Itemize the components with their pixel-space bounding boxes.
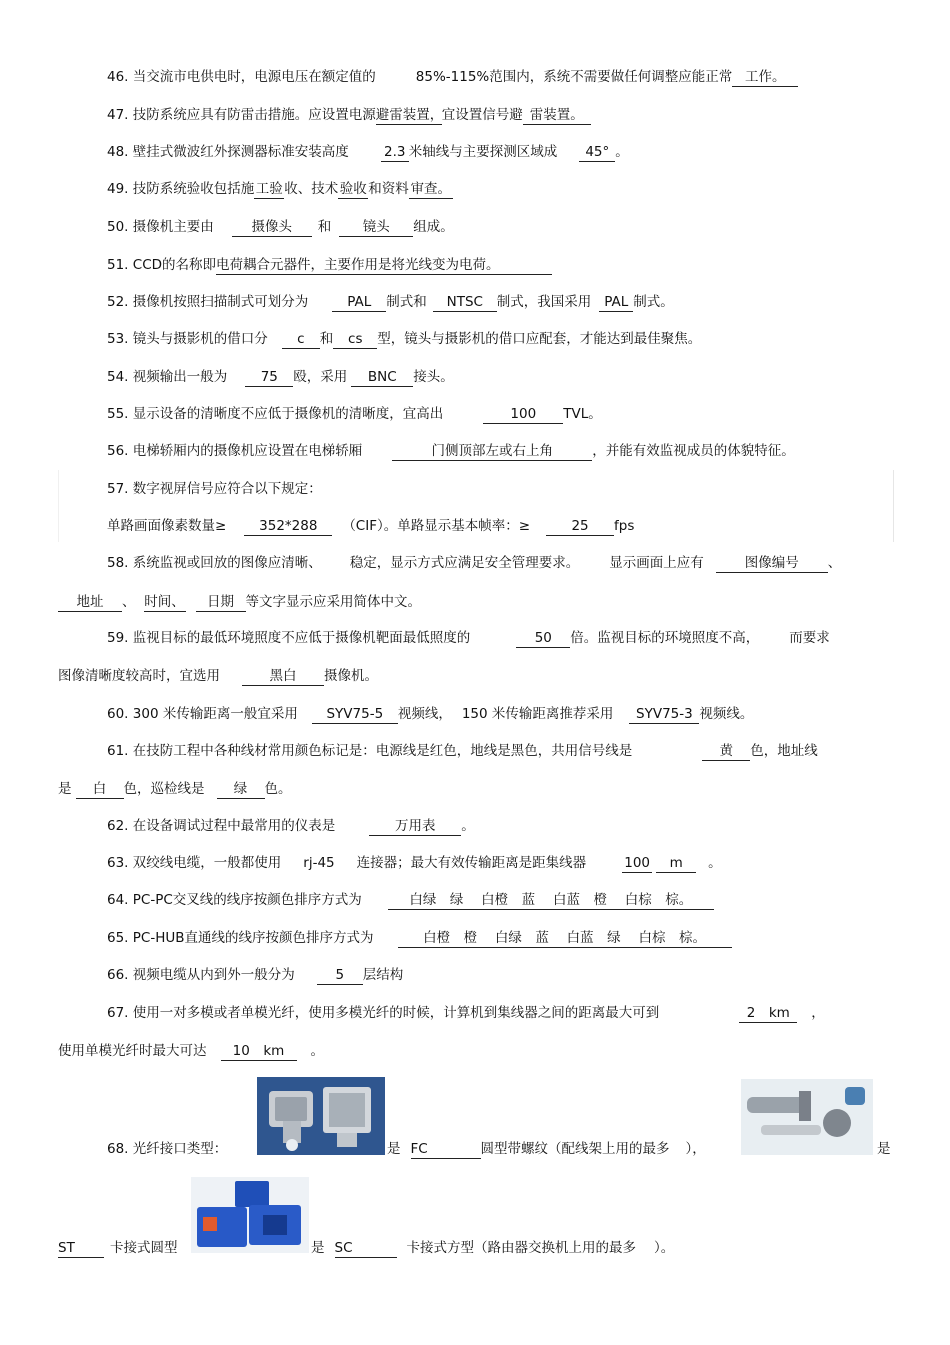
- sc-connector-photo: [191, 1177, 309, 1253]
- q-answer: 白绿 绿 白橙 蓝 白蓝 橙 白棕 棕。: [388, 892, 714, 910]
- q-answer: 门侧顶部左或右上角: [392, 443, 592, 461]
- q-answer: 电荷耦合元器件，主要作用是将光线变为电荷。: [216, 257, 552, 275]
- q-answer: c: [282, 331, 320, 349]
- fc-connector-photo: [257, 1077, 385, 1155]
- q-text: （CIF）。单路显示基本帧率：≥: [342, 518, 531, 534]
- q-num: 49.: [107, 181, 129, 197]
- q-text: 镜头与摄影机的借口分: [132, 331, 268, 347]
- q-text: 摄像机主要由: [132, 219, 214, 235]
- q-num: 60.: [107, 706, 129, 722]
- q-num: 61.: [107, 743, 129, 759]
- q-text: 视频线。: [699, 706, 754, 722]
- q-text: CCD的名称即: [132, 257, 217, 273]
- q-answer: 2.3: [381, 144, 409, 162]
- q-answer: 75: [245, 369, 293, 387]
- question-61-line2: [58, 779, 292, 799]
- q-num: 67.: [107, 1005, 129, 1021]
- q-text: PC-HUB直通线的线序按颜色排序方式为: [132, 930, 374, 946]
- q-text: ）。: [654, 1240, 675, 1256]
- q-text: 色，地址线: [750, 743, 818, 759]
- q-answer: 白: [76, 781, 124, 799]
- q-text: 摄像机按照扫描制式可划分为: [132, 294, 309, 310]
- question-50: [107, 217, 454, 237]
- q-text: 圆型带螺纹（配线架上用的最多: [480, 1141, 670, 1157]
- q-text: 300 米传输距离一般宜采用: [132, 706, 298, 722]
- q-answer: BNC: [351, 369, 413, 387]
- q-text: 和资料: [368, 181, 409, 197]
- question-57-line2: [107, 516, 634, 536]
- question-61: [107, 741, 818, 761]
- q-answer: rj-45: [303, 855, 335, 871]
- q-answer: SYV75-5: [312, 706, 398, 724]
- question-58: [107, 553, 841, 573]
- question-63: [107, 853, 722, 873]
- q-text: 在设备调试过程中最常用的仪表是: [132, 818, 336, 834]
- q-text: 。: [310, 1043, 324, 1059]
- question-66: [107, 965, 403, 985]
- q-answer: 验收: [339, 181, 367, 197]
- q-num: 48.: [107, 144, 129, 160]
- q-text: 等文字显示应采用简体中文。: [245, 594, 421, 610]
- q-text: 在技防工程中各种线材常用颜色标记是：电源线是红色，地线是黑色，共用信号线是: [132, 743, 633, 759]
- q-text: 组成。: [413, 219, 454, 235]
- q-text: 型，镜头与摄影机的借口应配套，才能达到最佳聚焦。: [377, 331, 702, 347]
- q-text: 光纤接口类型：: [132, 1141, 228, 1157]
- q-answer: 50: [516, 630, 570, 648]
- question-55: [107, 404, 602, 424]
- q-answer: 白橙 橙 白绿 蓝 白蓝 绿 白棕 棕。: [398, 930, 732, 948]
- q-answer: 工作。: [732, 69, 798, 87]
- q-answer: 100: [622, 855, 652, 873]
- q-text: 系统监视或回放的图像应清晰、: [132, 555, 322, 571]
- q-text: 卡接式圆型: [110, 1240, 178, 1256]
- q-num: 53.: [107, 331, 129, 347]
- q-text: 、: [122, 594, 136, 610]
- q-answer: 2 km: [739, 1005, 797, 1023]
- q-answer: FC: [411, 1141, 481, 1159]
- q-text: 图像清晰度较高时，宜选用: [58, 668, 220, 684]
- q-answer: 工验: [255, 181, 283, 197]
- q-answer: 黑白: [242, 668, 324, 686]
- q-answer: 万用表: [369, 818, 461, 836]
- question-68-sc: [311, 1238, 674, 1258]
- q-answer: 5: [317, 967, 363, 985]
- q-num: 63.: [107, 855, 129, 871]
- q-num: 46.: [107, 69, 129, 85]
- q-text: 视频电缆从内到外一般分为: [132, 967, 295, 983]
- question-48: [107, 142, 629, 162]
- q-text: 视频输出一般为: [132, 369, 228, 385]
- q-text: 、: [827, 555, 842, 571]
- q-text: 是: [387, 1141, 401, 1157]
- q-text: 制式，我国采用: [496, 294, 592, 310]
- q-text: 当交流市电供电时，电源电压在额定值的: [132, 69, 376, 85]
- question-46: [107, 67, 798, 87]
- q-text: fps: [614, 518, 635, 534]
- q-answer: 镜头: [339, 219, 413, 237]
- q-text: 。: [708, 855, 722, 871]
- question-47: [107, 105, 591, 125]
- q-text: 数字视屏信号应符合以下规定：: [132, 481, 322, 497]
- question-57: [107, 479, 322, 499]
- q-num: 64.: [107, 892, 129, 908]
- question-67-line2: [58, 1041, 324, 1061]
- q-answer: SYV75-3: [629, 706, 699, 724]
- q-text: 和: [319, 331, 334, 347]
- q-text: 是: [311, 1240, 325, 1256]
- question-68-st-prefix: [877, 1139, 891, 1159]
- question-60: [107, 704, 753, 724]
- q-num: 51.: [107, 257, 129, 273]
- question-52: [107, 292, 674, 312]
- question-58-line2: [58, 592, 421, 612]
- q-answer: 审查。: [410, 181, 452, 197]
- question-64: [107, 890, 714, 910]
- q-answer: 85%-115%: [415, 69, 490, 85]
- q-answer: 地址: [58, 594, 122, 612]
- q-num: 59.: [107, 630, 129, 646]
- q-text: 壁挂式微波红外探测器标准安装高度: [132, 144, 349, 160]
- q-text: 色。: [264, 781, 292, 797]
- q-answer: 时间、: [144, 594, 185, 610]
- q-text: 双绞线电缆，一般都使用: [132, 855, 282, 871]
- question-51: [107, 255, 552, 275]
- q-text: 150 米传输距离推荐采用: [461, 706, 614, 722]
- q-text: 稳定，显示方式应满足安全管理要求。: [349, 555, 580, 571]
- q-text: 接头。: [413, 369, 454, 385]
- question-67: [107, 1003, 825, 1023]
- question-62: [107, 816, 475, 836]
- question-49: [107, 179, 453, 199]
- q-num: 54.: [107, 369, 129, 385]
- q-text: 使用一对多模或者单模光纤，使用多模光纤的时候，计算机到集线器之间的距离最大可到: [132, 1005, 660, 1021]
- q-num: 55.: [107, 406, 129, 422]
- q-text: ，: [811, 1005, 825, 1021]
- q-answer: 图像编号: [716, 555, 828, 573]
- q-answer: SC: [335, 1240, 397, 1258]
- q-text: 视频线，: [397, 706, 452, 722]
- q-text: 使用单模光纤时最大可达: [58, 1043, 207, 1059]
- q-text: 卡接式方型（路由器交换机上用的最多: [406, 1240, 636, 1256]
- q-text: 是: [877, 1141, 891, 1157]
- q-answer: NTSC: [433, 294, 497, 312]
- q-answer: 摄像头: [232, 219, 312, 237]
- q-text: 连接器；最大有效传输距离是距集线器: [356, 855, 587, 871]
- question-59: [107, 628, 830, 648]
- q-text: 范围内，系统不需要做任何调整应能正常: [489, 69, 733, 85]
- q-text: 单路画面像素数量≥: [107, 518, 227, 534]
- question-59-line2: [58, 666, 378, 686]
- q-answer: 绿: [217, 781, 265, 799]
- q-answer: PAL: [332, 294, 386, 312]
- q-text: 宜设置信号避: [441, 107, 523, 123]
- question-68-fc: [387, 1139, 706, 1159]
- q-num: 68.: [107, 1141, 129, 1157]
- q-answer: PAL: [599, 294, 633, 312]
- q-text: 而要求: [789, 630, 830, 646]
- q-num: 62.: [107, 818, 129, 834]
- q-num: 65.: [107, 930, 129, 946]
- q-text: 米轴线与主要探测区域成: [408, 144, 558, 160]
- q-num: 47.: [107, 107, 129, 123]
- question-53: [107, 329, 701, 349]
- q-text: 制式和: [386, 294, 427, 310]
- q-text: 。: [615, 144, 629, 160]
- q-text: ，并能有效监视成员的体貌特征。: [592, 443, 795, 459]
- q-text: 。: [461, 818, 475, 834]
- q-answer: m: [656, 855, 696, 873]
- q-text: 殴，采用: [293, 369, 348, 385]
- q-text: 显示设备的清晰度不应低于摄像机的清晰度，宜高出: [132, 406, 444, 422]
- q-answer: ST: [58, 1240, 104, 1258]
- q-text: 技防系统验收包括施: [132, 181, 255, 197]
- q-text: 制式。: [633, 294, 674, 310]
- q-answer: 黄: [702, 743, 750, 761]
- q-num: 50.: [107, 219, 129, 235]
- q-text: 电梯轿厢内的摄像机应设置在电梯轿厢: [132, 443, 363, 459]
- q-num: 52.: [107, 294, 129, 310]
- q-text: 和: [317, 219, 332, 235]
- st-connector-photo: [741, 1079, 873, 1155]
- q-text: 收、技术: [284, 181, 339, 197]
- question-54: [107, 367, 454, 387]
- q-answer: 避雷装置，: [375, 107, 444, 123]
- question-68: [107, 1139, 227, 1159]
- q-answer: 日期: [196, 594, 246, 612]
- q-text: PC-PC交叉线的线序按颜色排序方式为: [132, 892, 362, 908]
- question-56: [107, 441, 795, 461]
- q-answer: 352*288: [244, 518, 332, 536]
- q-num: 58.: [107, 555, 129, 571]
- q-num: 57.: [107, 481, 129, 497]
- q-answer: 100: [483, 406, 563, 424]
- q-num: 56.: [107, 443, 129, 459]
- q-text: 显示画面上应有: [609, 555, 704, 571]
- q-num: 66.: [107, 967, 129, 983]
- q-answer: 10 km: [221, 1043, 297, 1061]
- q-answer: 25: [546, 518, 614, 536]
- q-answer: 45°: [579, 144, 615, 162]
- q-answer: 雷装置。: [523, 107, 591, 125]
- q-text: 倍。监视目标的环境照度不高，: [570, 630, 760, 646]
- question-65: [107, 928, 732, 948]
- q-text: 层结构: [362, 967, 404, 983]
- q-text: 色，巡检线是: [123, 781, 205, 797]
- q-text: TVL。: [563, 406, 602, 422]
- q-answer: cs: [333, 331, 377, 349]
- q-text: 技防系统应具有防雷击措施。应设置电源: [132, 107, 376, 123]
- q-text: ），: [685, 1141, 706, 1157]
- q-text: 摄像机。: [324, 668, 378, 684]
- question-68-st: [58, 1238, 178, 1258]
- q-text: 是: [58, 781, 72, 797]
- q-text: 监视目标的最低环境照度不应低于摄像机靶面最低照度的: [132, 630, 471, 646]
